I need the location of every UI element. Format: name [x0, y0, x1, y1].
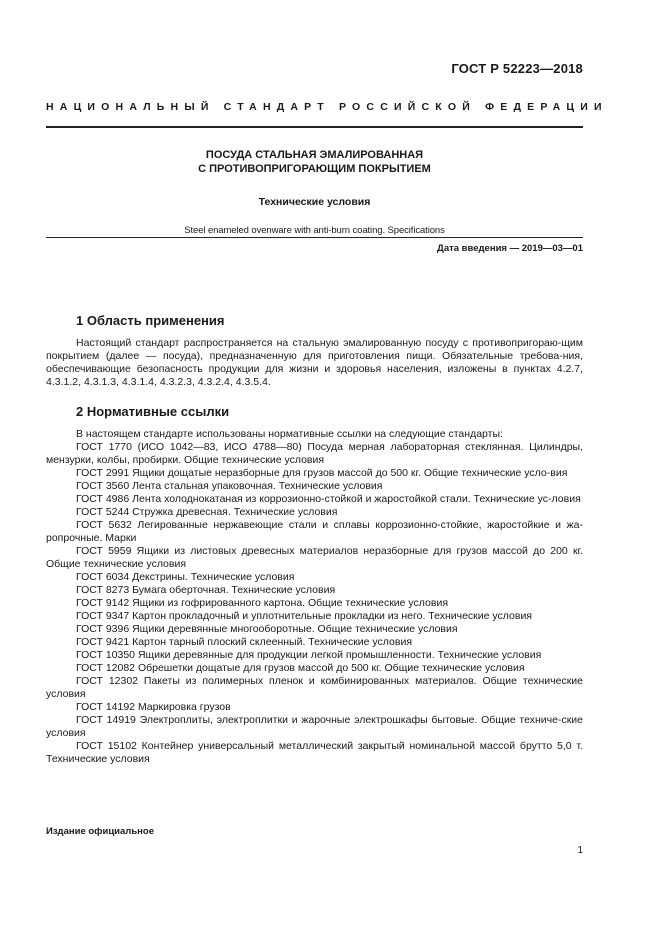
title-line-1: ПОСУДА СТАЛЬНАЯ ЭМАЛИРОВАННАЯ — [205, 149, 424, 161]
reference-item: ГОСТ 9396 Ящики деревянные многооборотные. Общие технические условия — [76, 623, 458, 635]
reference-item: ГОСТ 15102 Контейнер универсальный металлический закрытый номинальной массой брутто 5,0 т. Технические условия — [46, 740, 583, 765]
reference-item: ГОСТ 2991 Ящики дощатые неразборные для грузов массой до 500 кг. Общие технические усло-вия — [76, 467, 568, 479]
reference-item: ГОСТ 4986 Лента холоднокатаная из коррозионно-стойкой и жаростойкой стали. Технические ус-ловия — [76, 493, 581, 505]
reference-item: ГОСТ 14919 Электроплиты, электроплитки и жарочные электрошкафы бытовые. Общие техниче-ские условия — [46, 714, 583, 739]
normative-references-list — [46, 441, 583, 766]
reference-item: ГОСТ 6034 Декстрины. Технические условия — [76, 571, 295, 583]
reference-item: ГОСТ 8273 Бумага оберточная. Технические условия — [76, 584, 336, 596]
document-body — [46, 313, 583, 766]
section-2-heading: 2 Нормативные ссылки — [76, 404, 230, 419]
reference-item: ГОСТ 9142 Ящики из гофрированного картона. Общие технические условия — [76, 597, 449, 609]
reference-item: ГОСТ 5244 Стружка древесная. Технические условия — [76, 506, 338, 518]
reference-item: ГОСТ 5632 Легированные нержавеющие стали и сплавы коррозионно-стойкие, жаростойкие и жа-ропрочные. Марки — [46, 519, 583, 544]
top-rule — [46, 126, 583, 128]
english-title: Steel enameled ovenware with anti-burn coating. Specifications — [184, 225, 445, 236]
reference-item: ГОСТ 1770 (ИСО 1042—83, ИСО 4788—80) Посуда мерная лабораторная стеклянная. Цилиндры, мензурки, колбы, пробирки. Общие технические условия — [46, 441, 583, 466]
section-1-heading: 1 Область применения — [76, 313, 225, 328]
reference-item: ГОСТ 10350 Ящики деревянные для продукции легкой промышленности. Технические условия — [76, 649, 542, 661]
introduction-date: Дата введения — 2019—03—01 — [437, 243, 583, 254]
reference-item: ГОСТ 12082 Обрешетки дощатые для грузов массой до 500 кг. Общие технические условия — [76, 662, 525, 674]
reference-item: ГОСТ 12302 Пакеты из полимерных пленок и комбинированных материалов. Общие технические условия — [46, 675, 583, 700]
reference-item: ГОСТ 3560 Лента стальная упаковочная. Технические условия — [76, 480, 383, 492]
reference-item: ГОСТ 9347 Картон прокладочный и уплотнительные прокладки из него. Технические условия — [76, 610, 532, 622]
official-edition-label: Издание официальное — [46, 826, 154, 837]
page-number: 1 — [577, 845, 583, 856]
section-2-intro: В настоящем стандарте использованы нормативные ссылки на следующие стандарты: — [76, 428, 503, 440]
title-subtitle: Технические условия — [258, 196, 371, 208]
title-rule — [46, 237, 583, 238]
national-standard-heading: НАЦИОНАЛЬНЫЙ СТАНДАРТ РОССИЙСКОЙ ФЕДЕРАЦИИ — [46, 101, 608, 113]
reference-item: ГОСТ 9421 Картон тарный плоский склеенный. Технические условия — [76, 636, 413, 648]
reference-item: ГОСТ 14192 Маркировка грузов — [76, 701, 231, 713]
title-block — [46, 148, 583, 236]
section-1-text: Настоящий стандарт распространяется на стальную эмалированную посуду с противопригораю-щим покрытием (далее — посуда), предназначенную для приготовления пищи. Обязательные требова-ния, обеспечивающие безопасность продукции для жизни и здоровья населения, изложены в пунктах 4.2.7, 4.3.1.2, 4.3.1.3, 4.3.1.4, 4.3.2.3, 4.3.2.4, 4.3.5.4. — [46, 337, 583, 388]
title-line-2: С ПРОТИВОПРИГОРАЮЩИМ ПОКРЫТИЕМ — [198, 163, 431, 175]
reference-item: ГОСТ 5959 Ящики из листовых древесных материалов неразборные для грузов массой до 200 кг. Общие технические условия — [46, 545, 583, 570]
document-code: ГОСТ Р 52223—2018 — [451, 61, 583, 76]
